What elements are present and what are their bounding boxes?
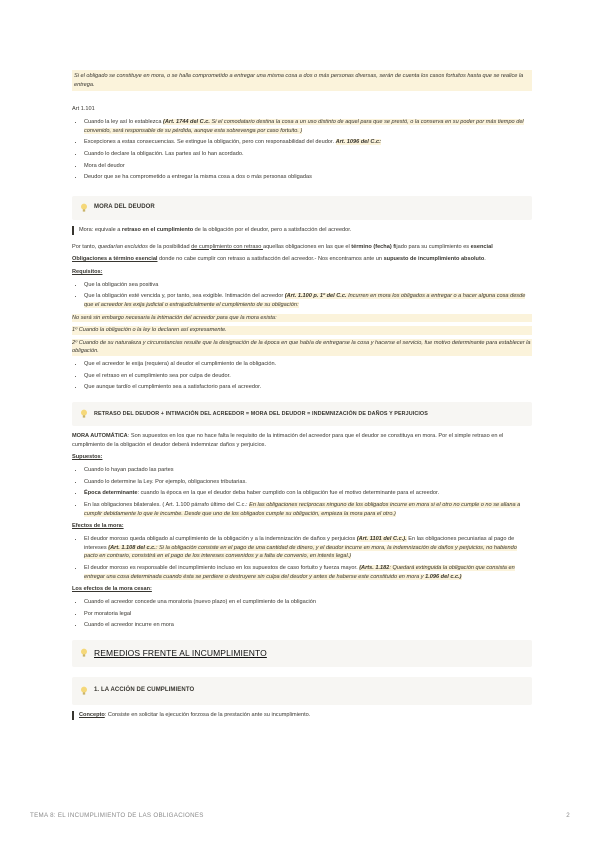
list-item: • Excepciones a estas consecuencias. Se extingue la obligación, pero con responsabilidad del deudor. Art. 1096 del C.c: [84,138,532,147]
page-number: 2 [566,812,570,819]
list-item: • Época determinante: cuando la época en la que el deudor deba haber cumplido con la obligación fue el motivo determinante para el acreedor. [84,489,532,498]
art-1101-label: Art 1.101 [72,106,95,113]
list-item: • Que aunque tardío el cumplimiento sea a satisfactorio para el acreedor. [84,383,532,392]
intro-highlight: Si el obligado se constituye en mora, o se halla comprometido a entregar una misma cosa a dos o más personas diversas, serán de cuenta los casos fortuitos hasta que se realice la entrega. [72,70,532,91]
list-item: • Que la obligación esté vencida y, por tanto, sea exigible. Intimación del acreedor (Art. 1.100 p. 1º del C.c. Incurren en mora los obligados a entregar o a hacer alguna cosa desde que el acreedor les exija judicial o extrajudicialmente el cumplimiento de su obligación: [84,292,532,309]
callout-retraso [72,402,532,426]
list-item: • En las obligaciones bilaterales. ( Art. 1.100 párrafo último del C.c.: En las obligaciones recíprocas ninguno de los obligados incurre en mora si el otro no cumple o no se allana a cumplir debidamente lo que le incumbe. Desde que uno de los obligados cumple su obligación, empieza la mora para el otro.) [84,501,532,518]
list-item: • Que el acreedor le exija (requiera) al deudor el cumplimiento de la obligación. [84,360,532,369]
callout-title: REMEDIOS FRENTE AL INCUMPLIMIENTO [94,647,267,658]
list-item: • Cuando lo hayan pactado las partes [84,466,532,475]
supuestos-list [72,466,532,518]
cesan-list [72,598,532,630]
art-1101-list [72,118,532,182]
efectos-list [72,535,532,581]
callout-title: 1. LA ACCIÓN DE CUMPLIMIENTO [94,687,195,694]
list-item: • Cuando lo determine la Ley. Por ejemplo, obligaciones tributarias. [84,478,532,487]
lightbulb-icon [80,203,88,213]
list-item: • Cuando la ley así lo establezca (Art. 1744 del C.c. Si el comodatario destina la cosa a un uso distinto de aquel para que se prestó, o la conserva en su poder por más tiempo del convenido, será responsable de su pérdida, aunque esta sobrevenga por caso fortuito. ) [84,118,532,135]
footer-title: TEMA 8: EL INCUMPLIMIENTO DE LAS OBLIGACIONES [30,812,204,819]
lightbulb-icon [80,686,88,696]
requisitos-note: 2º Cuando de su naturaleza y circunstancias resulte que la designación de la época en que había de entregarse la cosa y hacerse el servicio, fue motivo determinante para establecer la obligación. [72,339,531,355]
lightbulb-icon [80,648,88,658]
callout-mora-deudor [72,196,532,220]
list-item: • Cuando el acreedor incurre en mora [84,621,532,630]
callout-accion-cumplimiento [72,677,532,705]
cesan-heading: Los efectos de la mora cesan: [72,586,152,593]
requisitos-note: No será sin embargo necesaria la intimación del acreedor para que la mora exista: [72,314,532,323]
requisitos-list [72,281,532,310]
list-item: • Que la obligación sea positiva [84,281,532,290]
callout-title: MORA DEL DEUDOR [94,204,155,211]
paragraph-mora-automatica: MORA AUTOMÁTICA: Son supuestos en los que no hace falta le requisito de la intimación del acreedor para que el deudor se constituya en mora. Por el simple retraso en el cumplimiento de la obligación el deudor deberá indemnizar daños y perjuicios. [72,433,504,448]
list-item: • El deudor moroso es responsable del incumplimiento incluso en los supuestos de caso fortuito y fuerza mayor. (Arts. 1.182: Quedará extinguida la obligación que consista en entregar una cosa determinada cuando ésta se perdiere o destruyere sin culpa del deudor y antes de haberse este constituido en mora y 1.096 del c.c.) [84,564,532,581]
paragraph-por-tanto: Por tanto, quedarían excluidos de la posibilidad de cumplimiento con retraso aquellas obligaciones en las que el término (fecha) fijado para su cumplimiento es esencial [72,243,493,250]
document-page [72,70,532,728]
efectos-heading: Efectos de la mora: [72,523,124,530]
callout-remedios [72,640,532,667]
paragraph-obligaciones-termino: Obligaciones a término esencial donde no cabe cumplir con retraso a satisfacción del acreedor.- Nos encontramos ante un supuesto de incumplimiento absoluto. [72,256,486,263]
requisitos-note: 1º Cuando la obligación o la ley lo declaren así expresamente. [72,326,532,335]
list-item: • Cuando lo declare la obligación. Las partes así lo han acordado. [84,150,532,159]
quote-concepto: Concepto: Consiste en solicitar la ejecución forzosa de la prestación ante su incumplimiento. [72,711,532,720]
list-item: • Cuando el acreedor concede una moratoria (nuevo plazo) en el cumplimiento de la obligación [84,598,532,607]
quote-mora: Mora: equivale a retraso en el cumplimiento de la obligación por el deudor, pero a satisfacción del acreedor. [72,226,532,235]
list-item: • Deudor que se ha comprometido a entregar la misma cosa a dos o más personas obligadas [84,173,532,182]
supuestos-heading: Supuestos: [72,454,103,461]
page-footer [30,811,570,821]
requisitos-heading: Requisitos: [72,268,103,275]
callout-title: RETRASO DEL DEUDOR + INTIMACIÓN DEL ACREEDOR = MORA DEL DEUDOR = INDEMNIZACIÓN DE DAÑOS Y PERJUICIOS [94,410,428,417]
lightbulb-icon [80,409,88,419]
list-item: • El deudor moroso queda obligado al cumplimiento de la obligación y a la indemnización de daños y perjuicios (Art. 1101 del C.c.). En las obligaciones pecuniarias al pago de intereses (Art. 1.108 del c.c.: Si la obligación consiste en el pago de una cantidad de dinero, y el deudor incurre en mora, la indemnización de daños y perjuicios, no habiendo pacto en contrario, consistirá en el pago de los intereses convenidos y a falta de convenio, en interés legal.) [84,535,532,561]
list-item: • Que el retraso en el cumplimiento sea por culpa de deudor. [84,372,532,381]
list-item: • Mora del deudor [84,162,532,171]
list-item: • Por moratoria legal [84,610,532,619]
requisitos-list-2 [72,360,532,392]
